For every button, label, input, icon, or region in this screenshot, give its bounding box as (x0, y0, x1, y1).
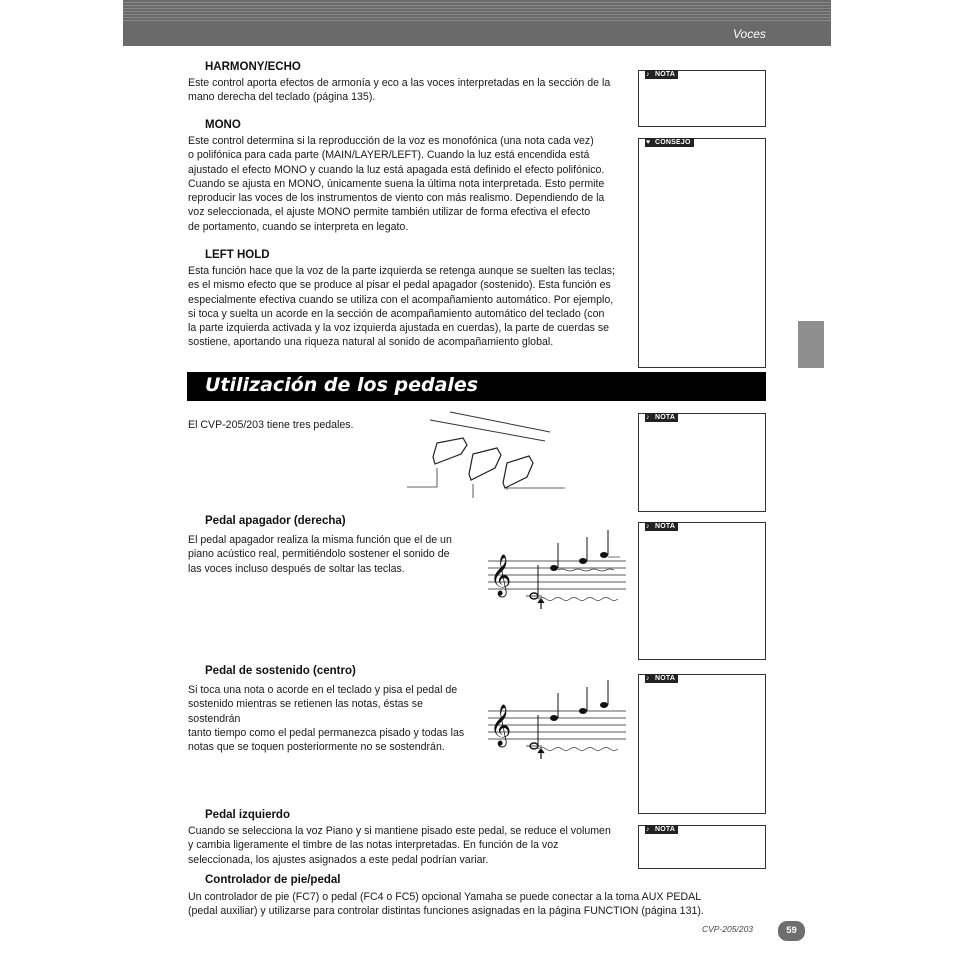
pedals-title: Utilización de los pedales (205, 374, 479, 396)
nota-label: ♪ NOTA (645, 674, 678, 683)
note-box (638, 674, 766, 814)
text-line: (pedal auxiliar) y utilizarse para controlar distintas funciones asignadas en la página FUNCTION (página 131). (188, 905, 704, 918)
text-line: Un controlador de pie (FC7) o pedal (FC4 o FC5) opcional Yamaha se puede conectar a la toma AUX PEDAL (188, 891, 702, 903)
left-pedal-heading: Pedal izquierdo (205, 809, 290, 821)
text-line: sostiene, aportando una riqueza natural al sonido de acompañamiento global. (188, 336, 554, 349)
text-line: Esta función hace que la voz de la parte izquierda se retenga aunque se suelten las teclas; (188, 265, 615, 277)
text-line: seleccionada, los ajustes asignados a este pedal podrían variar. (188, 853, 489, 866)
harmony-heading: HARMONY/ECHO (205, 61, 301, 73)
tip-box (638, 138, 766, 368)
text-line: la parte izquierda activada y la voz izquierda ajustada en cuerdas), la parte de cuerdas se (188, 322, 610, 335)
text-line: tanto tiempo como el pedal permanezca pisado y todas las (188, 726, 465, 739)
arrow-up-icon (538, 599, 544, 609)
text-line: mano derecha del teclado (página 135). (188, 91, 376, 104)
text-line: de portamento, cuando se interpreta en legato. (188, 220, 409, 233)
sostenuto-heading: Pedal de sostenido (centro) (205, 665, 356, 677)
foot-controller-heading: Controlador de pie/pedal (205, 874, 341, 886)
note-icon: ♪ (646, 826, 650, 833)
text-line: Este control aporta efectos de armonía y eco a las voces interpretadas en la sección de la (188, 77, 611, 89)
heart-icon: ♥ (646, 139, 651, 146)
text-line: es el mismo efecto que se produce al pisar el pedal apagador (sostenido). Esta función es (188, 279, 611, 292)
note-icon: ♪ (646, 71, 650, 78)
text-line: notas que se toquen posteriormente no se sostendrán. (188, 741, 445, 754)
nota-label: ♪ NOTA (645, 522, 678, 531)
note-icon: ♪ (646, 675, 650, 682)
text-line: o polifónica para cada parte (MAIN/LAYER/LEFT). Cuando la luz está encendida está (188, 149, 590, 162)
pedals-intro: El CVP-205/203 tiene tres pedales. (188, 419, 354, 431)
harmony-body (188, 76, 628, 105)
nota-label: ♪ NOTA (645, 825, 678, 834)
lefthold-heading: LEFT HOLD (205, 249, 270, 261)
text-line: El pedal apagador realiza la misma función que el de un (188, 534, 452, 546)
right-pedal (503, 456, 533, 488)
lefthold-body (188, 264, 628, 350)
mono-heading: MONO (205, 119, 241, 131)
text-line: Cuando se selecciona la voz Piano y si mantiene pisado este pedal, se reduce el volumen (188, 825, 611, 837)
pedals-illustration (405, 408, 570, 498)
note-box (638, 70, 766, 127)
damper-staff (488, 527, 628, 609)
text-line: las voces incluso después de soltar las teclas. (188, 562, 405, 575)
arrow-up-icon (538, 749, 544, 759)
text-line: voz seleccionada, el ajuste MONO permite también utilizar de forma efectiva el efecto (188, 206, 591, 219)
note-box (638, 522, 766, 660)
model-label: CVP-205/203 (702, 924, 754, 934)
note-box (638, 825, 766, 869)
section-title: Voces (733, 27, 766, 41)
chapter-tab (798, 321, 824, 368)
text-line: ajustado el efecto MONO y cuando la luz está apagada está definido el efecto polifónico. (188, 163, 605, 176)
left-pedal-body (188, 824, 628, 867)
treble-clef-icon: 𝄞 (490, 555, 512, 596)
text-line: reproducir las voces de los instrumentos de viento con más realismo. Dependiendo de la (188, 192, 605, 205)
text-line: sostenido mientras se retienen las notas, éstas se sostendrán (188, 698, 423, 725)
nota-label: ♪ NOTA (645, 413, 678, 422)
page-number: 59 (778, 921, 805, 941)
treble-clef-icon: 𝄞 (490, 705, 512, 746)
note-icon: ♪ (646, 414, 650, 421)
note-box (638, 413, 766, 512)
header-strip (123, 22, 831, 46)
text-line: y cambia ligeramente el timbre de las notas interpretadas. En función de la voz (188, 839, 559, 852)
foot-controller-body (188, 890, 748, 919)
left-pedal (433, 438, 467, 464)
text-line: si toca y suelta un acorde en la sección de acompañamiento automático del teclado (con (188, 307, 605, 320)
consejo-label: ♥ CONSEJO (645, 138, 694, 147)
nota-label: ♪ NOTA (645, 70, 678, 79)
mono-body (188, 134, 628, 234)
center-pedal (469, 448, 501, 480)
note-icon: ♪ (646, 523, 650, 530)
text-line: especialmente efectiva cuando se utiliza con el acompañamiento automático. Por ejemplo, (188, 293, 614, 306)
sostenuto-staff (488, 677, 628, 759)
text-line: piano acústico real, permitiéndolo sostener el sonido de (188, 548, 450, 561)
text-line: Cuando se ajusta en MONO, únicamente suena la última nota interpretada. Esto permite (188, 177, 605, 190)
damper-heading: Pedal apagador (derecha) (205, 515, 346, 527)
text-line: Este control determina si la reproducción de la voz es monofónica (una nota cada vez) (188, 135, 594, 147)
text-line: Si toca una nota o acorde en el teclado y pisa el pedal de (188, 684, 458, 696)
sostenuto-body (188, 683, 478, 754)
damper-body (188, 533, 478, 576)
